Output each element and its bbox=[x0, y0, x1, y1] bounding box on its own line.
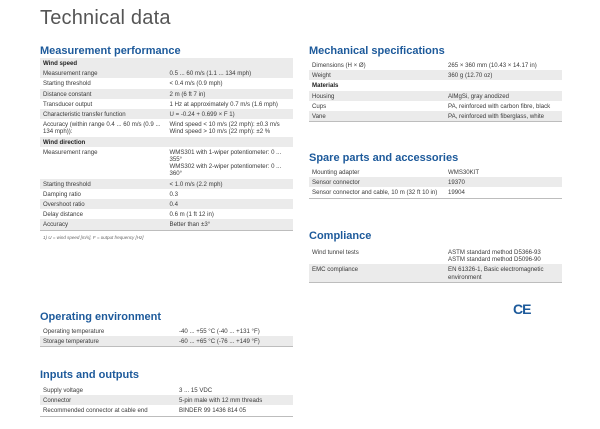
row-value: 360 g (12.70 oz) bbox=[445, 70, 562, 80]
table-row bbox=[40, 326, 293, 336]
operating-environment-heading: Operating environment bbox=[40, 311, 162, 323]
row-label: Transducer output bbox=[40, 99, 167, 109]
wind-speed-subheading-row bbox=[40, 58, 293, 68]
spare-parts-section bbox=[309, 151, 562, 199]
table-row bbox=[40, 189, 293, 199]
wind-direction-subheading: Wind direction bbox=[40, 137, 293, 147]
measurement-performance-section bbox=[40, 44, 293, 240]
row-value: 3 ... 15 VDC bbox=[176, 385, 293, 395]
row-label: Measurement range bbox=[40, 68, 167, 78]
page-title: Technical data bbox=[40, 7, 171, 29]
row-value: 0.3 bbox=[167, 189, 294, 199]
table-row bbox=[40, 119, 293, 136]
table-row bbox=[40, 209, 293, 219]
row-value: PA, reinforced with carbon fibre, black bbox=[445, 101, 562, 111]
table-row bbox=[309, 177, 562, 187]
footnote: 1) U = wind speed [m/s], F = output frequency [Hz] bbox=[43, 234, 144, 240]
row-label: Supply voltage bbox=[40, 385, 176, 395]
row-label: Mounting adapter bbox=[309, 167, 445, 177]
compliance-table bbox=[309, 247, 562, 282]
table-row bbox=[40, 405, 293, 415]
row-label: Accuracy (within range 0.4 ... 60 m/s (0.9 ... 134 mph)): bbox=[40, 119, 167, 136]
table-row bbox=[309, 111, 562, 121]
table-row bbox=[309, 264, 562, 281]
row-value: AlMgSi, gray anodized bbox=[445, 91, 562, 101]
mechanical-specifications-section bbox=[309, 44, 562, 122]
row-value: EN 61326-1, Basic electromagnetic environment bbox=[445, 264, 562, 281]
row-label: EMC compliance bbox=[309, 264, 445, 281]
row-value: 19904 bbox=[445, 187, 562, 197]
row-value: 19370 bbox=[445, 177, 562, 187]
row-label: Vane bbox=[309, 111, 445, 121]
divider bbox=[309, 282, 562, 283]
row-label: Starting threshold bbox=[40, 78, 167, 88]
row-value: < 1.0 m/s (2.2 mph) bbox=[167, 179, 294, 189]
measurement-performance-heading: Measurement performance bbox=[40, 45, 181, 57]
row-value: 0.6 m (1 ft 12 in) bbox=[167, 209, 294, 219]
inputs-outputs-table bbox=[40, 385, 293, 416]
table-row bbox=[40, 89, 293, 99]
row-value: 0.4 bbox=[167, 199, 294, 209]
table-row bbox=[309, 60, 562, 70]
mechanical-specifications-table bbox=[309, 60, 562, 121]
row-value: 2 m (6 ft 7 in) bbox=[167, 89, 294, 99]
divider bbox=[40, 346, 293, 347]
row-label: Accuracy bbox=[40, 219, 167, 229]
operating-environment-table bbox=[40, 326, 293, 346]
spare-parts-heading: Spare parts and accessories bbox=[309, 152, 459, 164]
row-value: < 0.4 m/s (0.9 mph) bbox=[167, 78, 294, 88]
divider bbox=[40, 230, 293, 231]
wind-speed-subheading: Wind speed bbox=[40, 58, 293, 68]
table-row bbox=[309, 70, 562, 80]
table-row bbox=[40, 147, 293, 179]
row-label: Connector bbox=[40, 395, 176, 405]
materials-subheading-row bbox=[309, 80, 562, 90]
row-label: Damping ratio bbox=[40, 189, 167, 199]
row-value: Wind speed < 10 m/s (22 mph): ±0.3 m/s Wind speed > 10 m/s (22 mph): ±2 % bbox=[167, 119, 294, 136]
row-label: Weight bbox=[309, 70, 445, 80]
row-label: Housing bbox=[309, 91, 445, 101]
row-value: WMS301 with 1-wiper potentiometer: 0 ... 355° WMS302 with 2-wiper potentiometer: 0 ... 360° bbox=[167, 147, 294, 179]
table-row bbox=[40, 336, 293, 346]
row-label: Dimensions (H × Ø) bbox=[309, 60, 445, 70]
divider bbox=[309, 198, 562, 199]
row-label: Storage temperature bbox=[40, 336, 176, 346]
mechanical-specifications-heading: Mechanical specifications bbox=[309, 45, 445, 57]
table-row bbox=[40, 219, 293, 229]
compliance-heading: Compliance bbox=[309, 230, 372, 242]
table-row bbox=[40, 78, 293, 88]
row-label: Sensor connector bbox=[309, 177, 445, 187]
wind-direction-subheading-row bbox=[40, 137, 293, 147]
row-label: Delay distance bbox=[40, 209, 167, 219]
table-row bbox=[309, 101, 562, 111]
table-row bbox=[40, 99, 293, 109]
table-row bbox=[40, 109, 293, 119]
row-label: Operating temperature bbox=[40, 326, 176, 336]
table-row bbox=[309, 187, 562, 197]
row-value: WMS30KIT bbox=[445, 167, 562, 177]
compliance-section bbox=[309, 229, 562, 283]
row-label: Characteristic transfer function bbox=[40, 109, 167, 119]
row-label: Cups bbox=[309, 101, 445, 111]
row-value: U = -0.24 + 0.699 × F 1) bbox=[167, 109, 294, 119]
row-value: -60 ... +65 °C (-76 ... +149 °F) bbox=[176, 336, 293, 346]
row-value: BINDER 99 1436 814 05 bbox=[176, 405, 293, 415]
inputs-outputs-heading: Inputs and outputs bbox=[40, 369, 139, 381]
table-row bbox=[40, 199, 293, 209]
spare-parts-table bbox=[309, 167, 562, 198]
operating-environment-section bbox=[40, 310, 293, 347]
row-value: ASTM standard method D5366-93 ASTM standard method D5096-90 bbox=[445, 247, 562, 264]
table-row bbox=[40, 385, 293, 395]
row-value: 1 Hz at approximately 0.7 m/s (1.6 mph) bbox=[167, 99, 294, 109]
row-label: Distance constant bbox=[40, 89, 167, 99]
row-label: Overshoot ratio bbox=[40, 199, 167, 209]
table-row bbox=[309, 167, 562, 177]
table-row bbox=[309, 247, 562, 264]
row-label: Sensor connector and cable, 10 m (32 ft 10 in) bbox=[309, 187, 445, 197]
row-label: Wind tunnel tests bbox=[309, 247, 445, 264]
row-value: 0.5 ... 60 m/s (1.1 ... 134 mph) bbox=[167, 68, 294, 78]
divider bbox=[309, 121, 562, 122]
table-row bbox=[40, 68, 293, 78]
row-value: PA, reinforced with fiberglass, white bbox=[445, 111, 562, 121]
inputs-outputs-section bbox=[40, 368, 293, 417]
table-row bbox=[309, 91, 562, 101]
row-value: 265 × 360 mm (10.43 × 14.17 in) bbox=[445, 60, 562, 70]
ce-mark-icon: CE bbox=[513, 301, 531, 317]
table-row bbox=[40, 179, 293, 189]
row-label: Recommended connector at cable end bbox=[40, 405, 176, 415]
divider bbox=[40, 416, 293, 417]
row-value: Better than ±3° bbox=[167, 219, 294, 229]
row-value: 5-pin male with 12 mm threads bbox=[176, 395, 293, 405]
table-row bbox=[40, 395, 293, 405]
row-label: Measurement range bbox=[40, 147, 167, 179]
measurement-performance-table bbox=[40, 58, 293, 230]
materials-subheading: Materials bbox=[309, 80, 562, 90]
row-value: -40 ... +55 °C (-40 ... +131 °F) bbox=[176, 326, 293, 336]
row-label: Starting threshold bbox=[40, 179, 167, 189]
